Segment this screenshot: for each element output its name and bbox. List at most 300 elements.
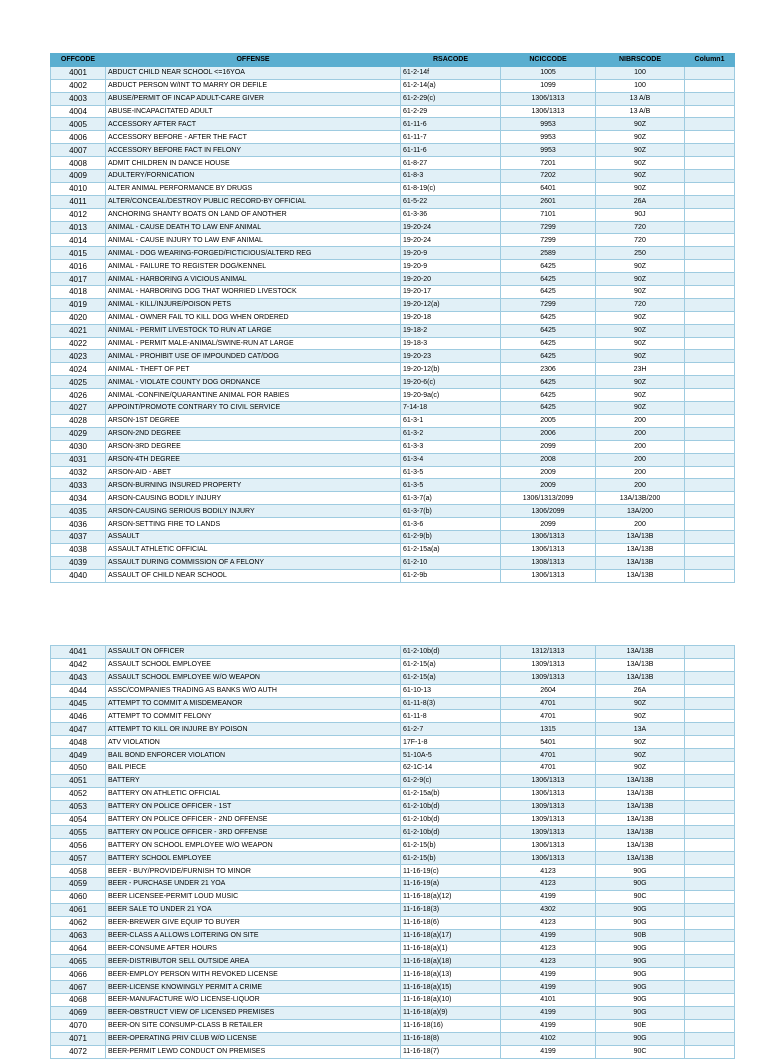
offcode-cell[interactable]: 4031 bbox=[51, 453, 106, 466]
rsacode-cell[interactable]: 11-16-18(a)(18) bbox=[401, 955, 501, 968]
rsacode-cell[interactable]: 61-3-5 bbox=[401, 466, 501, 479]
ncic-cell[interactable]: 1309/1313 bbox=[501, 813, 596, 826]
ncic-cell[interactable]: 4123 bbox=[501, 955, 596, 968]
offense-cell[interactable]: ADULTERY/FORNICATION bbox=[106, 170, 401, 183]
column1-cell[interactable] bbox=[685, 286, 735, 299]
offcode-cell[interactable]: 4065 bbox=[51, 955, 106, 968]
rsacode-cell[interactable]: 61-2-14f bbox=[401, 66, 501, 79]
rsacode-cell[interactable]: 61-3-2 bbox=[401, 427, 501, 440]
nibrs-cell[interactable]: 90Z bbox=[596, 118, 685, 131]
rsacode-cell[interactable]: 19-20-24 bbox=[401, 221, 501, 234]
offense-cell[interactable]: BEER-LICENSE KNOWINGLY PERMIT A CRIME bbox=[106, 981, 401, 994]
rsacode-cell[interactable]: 19-20-20 bbox=[401, 273, 501, 286]
offcode-cell[interactable]: 4046 bbox=[51, 710, 106, 723]
offcode-cell[interactable]: 4023 bbox=[51, 350, 106, 363]
offense-cell[interactable]: ANIMAL - PROHIBIT USE OF IMPOUNDED CAT/DOG bbox=[106, 350, 401, 363]
column1-cell[interactable] bbox=[685, 350, 735, 363]
offcode-cell[interactable]: 4048 bbox=[51, 736, 106, 749]
offcode-cell[interactable]: 4045 bbox=[51, 697, 106, 710]
column1-cell[interactable] bbox=[685, 170, 735, 183]
ncic-cell[interactable]: 2306 bbox=[501, 363, 596, 376]
rsacode-cell[interactable]: 11-16-18(a)(1) bbox=[401, 942, 501, 955]
offense-cell[interactable]: BEER-OBSTRUCT VIEW OF LICENSED PREMISES bbox=[106, 1006, 401, 1019]
nibrs-cell[interactable]: 13A/13B bbox=[596, 569, 685, 582]
ncic-cell[interactable]: 2005 bbox=[501, 414, 596, 427]
ncic-cell[interactable]: 1306/1313 bbox=[501, 543, 596, 556]
offense-cell[interactable]: BEER-BREWER GIVE EQUIP TO BUYER bbox=[106, 916, 401, 929]
ncic-cell[interactable]: 4199 bbox=[501, 968, 596, 981]
nibrs-cell[interactable]: 90J bbox=[596, 208, 685, 221]
offense-cell[interactable]: ANIMAL - CAUSE INJURY TO LAW ENF ANIMAL bbox=[106, 234, 401, 247]
nibrs-cell[interactable]: 720 bbox=[596, 234, 685, 247]
column1-cell[interactable] bbox=[685, 916, 735, 929]
offcode-cell[interactable]: 4047 bbox=[51, 723, 106, 736]
offcode-cell[interactable]: 4011 bbox=[51, 195, 106, 208]
ncic-cell[interactable]: 1306/1313 bbox=[501, 530, 596, 543]
ncic-cell[interactable]: 4101 bbox=[501, 994, 596, 1007]
rsacode-cell[interactable]: 61-2-29 bbox=[401, 105, 501, 118]
offense-cell[interactable]: ALTER/CONCEAL/DESTROY PUBLIC RECORD-BY OFFICIAL bbox=[106, 195, 401, 208]
rsacode-cell[interactable]: 61-3-4 bbox=[401, 453, 501, 466]
rsacode-cell[interactable]: 61-2-15(b) bbox=[401, 852, 501, 865]
rsacode-cell[interactable]: 61-2-9(b) bbox=[401, 530, 501, 543]
nibrs-cell[interactable]: 100 bbox=[596, 66, 685, 79]
offcode-cell[interactable]: 4058 bbox=[51, 865, 106, 878]
column1-cell[interactable] bbox=[685, 865, 735, 878]
rsacode-cell[interactable]: 61-8-27 bbox=[401, 157, 501, 170]
nibrs-cell[interactable]: 13A/13B bbox=[596, 852, 685, 865]
rsacode-cell[interactable]: 61-2-15(a) bbox=[401, 671, 501, 684]
ncic-cell[interactable]: 1308/1313 bbox=[501, 556, 596, 569]
column1-cell[interactable] bbox=[685, 208, 735, 221]
rsacode-cell[interactable]: 19-20-24 bbox=[401, 234, 501, 247]
rsacode-cell[interactable]: 19-20-12(a) bbox=[401, 298, 501, 311]
rsacode-cell[interactable]: 11-16-18(a)(9) bbox=[401, 1006, 501, 1019]
column1-cell[interactable] bbox=[685, 79, 735, 92]
column1-cell[interactable] bbox=[685, 376, 735, 389]
nibrs-cell[interactable]: 23H bbox=[596, 363, 685, 376]
column1-cell[interactable] bbox=[685, 247, 735, 260]
ncic-cell[interactable]: 1306/1313 bbox=[501, 92, 596, 105]
nibrs-cell[interactable]: 720 bbox=[596, 298, 685, 311]
offcode-cell[interactable]: 4059 bbox=[51, 878, 106, 891]
nibrs-cell[interactable]: 90G bbox=[596, 878, 685, 891]
ncic-cell[interactable]: 1306/1313 bbox=[501, 852, 596, 865]
column1-cell[interactable] bbox=[685, 839, 735, 852]
offcode-cell[interactable]: 4036 bbox=[51, 518, 106, 531]
ncic-cell[interactable]: 1005 bbox=[501, 66, 596, 79]
nibrs-cell[interactable]: 90E bbox=[596, 1019, 685, 1032]
column1-cell[interactable] bbox=[685, 697, 735, 710]
offcode-cell[interactable]: 4035 bbox=[51, 505, 106, 518]
ncic-cell[interactable]: 7101 bbox=[501, 208, 596, 221]
nibrs-cell[interactable]: 26A bbox=[596, 195, 685, 208]
nibrs-cell[interactable]: 90G bbox=[596, 1032, 685, 1045]
offense-cell[interactable]: BEER-PERMIT LEWD CONDUCT ON PREMISES bbox=[106, 1045, 401, 1058]
column1-cell[interactable] bbox=[685, 826, 735, 839]
ncic-cell[interactable]: 4302 bbox=[501, 903, 596, 916]
column1-cell[interactable] bbox=[685, 556, 735, 569]
column1-cell[interactable] bbox=[685, 105, 735, 118]
offense-cell[interactable]: ASSAULT bbox=[106, 530, 401, 543]
offense-cell[interactable]: ASSAULT DURING COMMISSION OF A FELONY bbox=[106, 556, 401, 569]
rsacode-cell[interactable]: 61-3-1 bbox=[401, 414, 501, 427]
offense-cell[interactable]: ABUSE/PERMIT OF INCAP ADULT-CARE GIVER bbox=[106, 92, 401, 105]
column1-cell[interactable] bbox=[685, 684, 735, 697]
offcode-cell[interactable]: 4069 bbox=[51, 1006, 106, 1019]
nibrs-cell[interactable]: 13A/13B bbox=[596, 671, 685, 684]
header-ncic[interactable]: NCICCODE bbox=[501, 54, 596, 67]
column1-cell[interactable] bbox=[685, 1032, 735, 1045]
offense-cell[interactable]: BEER-ON SITE CONSUMP-CLASS B RETAILER bbox=[106, 1019, 401, 1032]
nibrs-cell[interactable]: 13A/13B bbox=[596, 658, 685, 671]
column1-cell[interactable] bbox=[685, 1019, 735, 1032]
nibrs-cell[interactable]: 90Z bbox=[596, 273, 685, 286]
ncic-cell[interactable]: 4102 bbox=[501, 1032, 596, 1045]
rsacode-cell[interactable]: 61-2-15(a) bbox=[401, 658, 501, 671]
rsacode-cell[interactable]: 61-3-7(a) bbox=[401, 492, 501, 505]
column1-cell[interactable] bbox=[685, 1006, 735, 1019]
rsacode-cell[interactable]: 19-20-17 bbox=[401, 286, 501, 299]
column1-cell[interactable] bbox=[685, 92, 735, 105]
offense-cell[interactable]: ADMIT CHILDREN IN DANCE HOUSE bbox=[106, 157, 401, 170]
ncic-cell[interactable]: 1306/1313/2099 bbox=[501, 492, 596, 505]
ncic-cell[interactable]: 1315 bbox=[501, 723, 596, 736]
rsacode-cell[interactable]: 19-18-3 bbox=[401, 337, 501, 350]
offense-cell[interactable]: ARSON-CAUSING BODILY INJURY bbox=[106, 492, 401, 505]
ncic-cell[interactable]: 6425 bbox=[501, 311, 596, 324]
rsacode-cell[interactable]: 11-16-18(a)(10) bbox=[401, 994, 501, 1007]
column1-cell[interactable] bbox=[685, 658, 735, 671]
offense-cell[interactable]: ARSON-SETTING FIRE TO LANDS bbox=[106, 518, 401, 531]
offense-cell[interactable]: BEER-EMPLOY PERSON WITH REVOKED LICENSE bbox=[106, 968, 401, 981]
header-rsacode[interactable]: RSACODE bbox=[401, 54, 501, 67]
rsacode-cell[interactable]: 62-1C-14 bbox=[401, 762, 501, 775]
offcode-cell[interactable]: 4025 bbox=[51, 376, 106, 389]
offcode-cell[interactable]: 4006 bbox=[51, 131, 106, 144]
ncic-cell[interactable]: 6425 bbox=[501, 337, 596, 350]
offense-cell[interactable]: BAIL BOND ENFORCER VIOLATION bbox=[106, 749, 401, 762]
ncic-cell[interactable]: 4701 bbox=[501, 697, 596, 710]
offense-cell[interactable]: APPOINT/PROMOTE CONTRARY TO CIVIL SERVICE bbox=[106, 402, 401, 415]
nibrs-cell[interactable]: 90Z bbox=[596, 144, 685, 157]
rsacode-cell[interactable]: 61-10-13 bbox=[401, 684, 501, 697]
rsacode-cell[interactable]: 11-16-18(16) bbox=[401, 1019, 501, 1032]
offcode-cell[interactable]: 4010 bbox=[51, 182, 106, 195]
nibrs-cell[interactable]: 250 bbox=[596, 247, 685, 260]
offcode-cell[interactable]: 4050 bbox=[51, 762, 106, 775]
offcode-cell[interactable]: 4003 bbox=[51, 92, 106, 105]
nibrs-cell[interactable]: 90Z bbox=[596, 697, 685, 710]
nibrs-cell[interactable]: 90Z bbox=[596, 710, 685, 723]
nibrs-cell[interactable]: 13A/13B bbox=[596, 839, 685, 852]
offcode-cell[interactable]: 4015 bbox=[51, 247, 106, 260]
column1-cell[interactable] bbox=[685, 414, 735, 427]
offcode-cell[interactable]: 4004 bbox=[51, 105, 106, 118]
offcode-cell[interactable]: 4016 bbox=[51, 260, 106, 273]
nibrs-cell[interactable]: 13 A/B bbox=[596, 105, 685, 118]
ncic-cell[interactable]: 4123 bbox=[501, 916, 596, 929]
column1-cell[interactable] bbox=[685, 66, 735, 79]
offense-cell[interactable]: ATTEMPT TO KILL OR INJURE BY POISON bbox=[106, 723, 401, 736]
rsacode-cell[interactable]: 61-11-8 bbox=[401, 710, 501, 723]
nibrs-cell[interactable]: 13A/13B bbox=[596, 774, 685, 787]
ncic-cell[interactable]: 6425 bbox=[501, 376, 596, 389]
offense-cell[interactable]: BATTERY ON ATHLETIC OFFICIAL bbox=[106, 787, 401, 800]
column1-cell[interactable] bbox=[685, 260, 735, 273]
offcode-cell[interactable]: 4030 bbox=[51, 440, 106, 453]
rsacode-cell[interactable]: 61-2-7 bbox=[401, 723, 501, 736]
column1-cell[interactable] bbox=[685, 492, 735, 505]
nibrs-cell[interactable]: 90Z bbox=[596, 350, 685, 363]
column1-cell[interactable] bbox=[685, 852, 735, 865]
column1-cell[interactable] bbox=[685, 813, 735, 826]
rsacode-cell[interactable]: 19-20-9 bbox=[401, 247, 501, 260]
rsacode-cell[interactable]: 11-16-19(a) bbox=[401, 878, 501, 891]
rsacode-cell[interactable]: 11-16-18(a)(17) bbox=[401, 929, 501, 942]
nibrs-cell[interactable]: 90G bbox=[596, 942, 685, 955]
ncic-cell[interactable]: 4199 bbox=[501, 1019, 596, 1032]
column1-cell[interactable] bbox=[685, 182, 735, 195]
offcode-cell[interactable]: 4002 bbox=[51, 79, 106, 92]
nibrs-cell[interactable]: 90G bbox=[596, 994, 685, 1007]
rsacode-cell[interactable]: 11-16-18(a)(15) bbox=[401, 981, 501, 994]
column1-cell[interactable] bbox=[685, 800, 735, 813]
ncic-cell[interactable]: 9953 bbox=[501, 131, 596, 144]
column1-cell[interactable] bbox=[685, 723, 735, 736]
ncic-cell[interactable]: 1309/1313 bbox=[501, 800, 596, 813]
nibrs-cell[interactable]: 90Z bbox=[596, 157, 685, 170]
offcode-cell[interactable]: 4013 bbox=[51, 221, 106, 234]
column1-cell[interactable] bbox=[685, 427, 735, 440]
offense-cell[interactable]: ANIMAL - FAILURE TO REGISTER DOG/KENNEL bbox=[106, 260, 401, 273]
offcode-cell[interactable]: 4028 bbox=[51, 414, 106, 427]
column1-cell[interactable] bbox=[685, 195, 735, 208]
offense-cell[interactable]: ANIMAL - OWNER FAIL TO KILL DOG WHEN ORDERED bbox=[106, 311, 401, 324]
offense-cell[interactable]: ACCESSORY BEFORE FACT IN FELONY bbox=[106, 144, 401, 157]
offcode-cell[interactable]: 4043 bbox=[51, 671, 106, 684]
column1-cell[interactable] bbox=[685, 569, 735, 582]
rsacode-cell[interactable]: 61-2-10 bbox=[401, 556, 501, 569]
nibrs-cell[interactable]: 13A/13B bbox=[596, 530, 685, 543]
offense-cell[interactable]: ANIMAL - DOG WEARING-FORGED/FICTICIOUS/ALTERD REG bbox=[106, 247, 401, 260]
nibrs-cell[interactable]: 90C bbox=[596, 890, 685, 903]
column1-cell[interactable] bbox=[685, 389, 735, 402]
offense-cell[interactable]: ARSON-3RD DEGREE bbox=[106, 440, 401, 453]
offcode-cell[interactable]: 4064 bbox=[51, 942, 106, 955]
offense-cell[interactable]: ASSAULT ATHLETIC OFFICIAL bbox=[106, 543, 401, 556]
ncic-cell[interactable]: 2601 bbox=[501, 195, 596, 208]
column1-cell[interactable] bbox=[685, 530, 735, 543]
offense-cell[interactable]: ASSAULT ON OFFICER bbox=[106, 646, 401, 659]
rsacode-cell[interactable]: 61-11-6 bbox=[401, 144, 501, 157]
ncic-cell[interactable]: 2589 bbox=[501, 247, 596, 260]
rsacode-cell[interactable]: 61-3-6 bbox=[401, 518, 501, 531]
column1-cell[interactable] bbox=[685, 749, 735, 762]
offense-cell[interactable]: ANIMAL - HARBORING DOG THAT WORRIED LIVESTOCK bbox=[106, 286, 401, 299]
offcode-cell[interactable]: 4024 bbox=[51, 363, 106, 376]
rsacode-cell[interactable]: 61-2-10b(d) bbox=[401, 826, 501, 839]
column1-cell[interactable] bbox=[685, 903, 735, 916]
rsacode-cell[interactable]: 61-11-7 bbox=[401, 131, 501, 144]
offense-cell[interactable]: ARSON-4TH DEGREE bbox=[106, 453, 401, 466]
nibrs-cell[interactable]: 90Z bbox=[596, 402, 685, 415]
nibrs-cell[interactable]: 200 bbox=[596, 518, 685, 531]
ncic-cell[interactable]: 6425 bbox=[501, 324, 596, 337]
column1-cell[interactable] bbox=[685, 234, 735, 247]
offcode-cell[interactable]: 4008 bbox=[51, 157, 106, 170]
column1-cell[interactable] bbox=[685, 671, 735, 684]
offense-cell[interactable]: ARSON-CAUSING SERIOUS BODILY INJURY bbox=[106, 505, 401, 518]
offense-cell[interactable]: BATTERY ON SCHOOL EMPLOYEE W/O WEAPON bbox=[106, 839, 401, 852]
column1-cell[interactable] bbox=[685, 157, 735, 170]
offense-cell[interactable]: ARSON-1ST DEGREE bbox=[106, 414, 401, 427]
offcode-cell[interactable]: 4018 bbox=[51, 286, 106, 299]
offense-cell[interactable]: ACCESSORY AFTER FACT bbox=[106, 118, 401, 131]
header-offcode[interactable]: OFFCODE bbox=[51, 54, 106, 67]
offcode-cell[interactable]: 4005 bbox=[51, 118, 106, 131]
offense-cell[interactable]: BEER-MANUFACTURE W/O LICENSE-LIQUOR bbox=[106, 994, 401, 1007]
offense-cell[interactable]: BEER - BUY/PROVIDE/FURNISH TO MINOR bbox=[106, 865, 401, 878]
column1-cell[interactable] bbox=[685, 453, 735, 466]
offcode-cell[interactable]: 4056 bbox=[51, 839, 106, 852]
offense-cell[interactable]: BEER-OPERATING PRIV CLUB W/O LICENSE bbox=[106, 1032, 401, 1045]
ncic-cell[interactable]: 5401 bbox=[501, 736, 596, 749]
column1-cell[interactable] bbox=[685, 221, 735, 234]
offense-cell[interactable]: ANIMAL - VIOLATE COUNTY DOG ORDNANCE bbox=[106, 376, 401, 389]
nibrs-cell[interactable]: 13A/13B bbox=[596, 813, 685, 826]
offense-cell[interactable]: ANIMAL - THEFT OF PET bbox=[106, 363, 401, 376]
ncic-cell[interactable]: 1306/1313 bbox=[501, 774, 596, 787]
offcode-cell[interactable]: 4037 bbox=[51, 530, 106, 543]
offense-cell[interactable]: ASSAULT OF CHILD NEAR SCHOOL bbox=[106, 569, 401, 582]
rsacode-cell[interactable]: 61-2-10b(d) bbox=[401, 646, 501, 659]
offcode-cell[interactable]: 4066 bbox=[51, 968, 106, 981]
rsacode-cell[interactable]: 51-10A-5 bbox=[401, 749, 501, 762]
offense-cell[interactable]: ASSAULT SCHOOL EMPLOYEE W/O WEAPON bbox=[106, 671, 401, 684]
nibrs-cell[interactable]: 13 A/B bbox=[596, 92, 685, 105]
offcode-cell[interactable]: 4068 bbox=[51, 994, 106, 1007]
column1-cell[interactable] bbox=[685, 543, 735, 556]
rsacode-cell[interactable]: 61-2-15(b) bbox=[401, 839, 501, 852]
nibrs-cell[interactable]: 200 bbox=[596, 414, 685, 427]
rsacode-cell[interactable]: 11-16-18(3) bbox=[401, 903, 501, 916]
ncic-cell[interactable]: 4199 bbox=[501, 1006, 596, 1019]
nibrs-cell[interactable]: 90Z bbox=[596, 311, 685, 324]
ncic-cell[interactable]: 1309/1313 bbox=[501, 658, 596, 671]
rsacode-cell[interactable]: 19-18-2 bbox=[401, 324, 501, 337]
ncic-cell[interactable]: 7201 bbox=[501, 157, 596, 170]
ncic-cell[interactable]: 7299 bbox=[501, 221, 596, 234]
header-column1[interactable]: Column1 bbox=[685, 54, 735, 67]
column1-cell[interactable] bbox=[685, 298, 735, 311]
rsacode-cell[interactable]: 61-5-22 bbox=[401, 195, 501, 208]
rsacode-cell[interactable]: 61-2-29(c) bbox=[401, 92, 501, 105]
ncic-cell[interactable]: 4123 bbox=[501, 865, 596, 878]
header-offense[interactable]: OFFENSE bbox=[106, 54, 401, 67]
ncic-cell[interactable]: 1099 bbox=[501, 79, 596, 92]
header-nibrs[interactable]: NIBRSCODE bbox=[596, 54, 685, 67]
offense-cell[interactable]: ACCESSORY BEFORE - AFTER THE FACT bbox=[106, 131, 401, 144]
rsacode-cell[interactable]: 61-2-15a(a) bbox=[401, 543, 501, 556]
column1-cell[interactable] bbox=[685, 968, 735, 981]
offcode-cell[interactable]: 4067 bbox=[51, 981, 106, 994]
offcode-cell[interactable]: 4060 bbox=[51, 890, 106, 903]
column1-cell[interactable] bbox=[685, 479, 735, 492]
column1-cell[interactable] bbox=[685, 311, 735, 324]
rsacode-cell[interactable]: 11-16-18(a)(13) bbox=[401, 968, 501, 981]
nibrs-cell[interactable]: 90Z bbox=[596, 749, 685, 762]
ncic-cell[interactable]: 7299 bbox=[501, 298, 596, 311]
offcode-cell[interactable]: 4055 bbox=[51, 826, 106, 839]
nibrs-cell[interactable]: 90G bbox=[596, 903, 685, 916]
offcode-cell[interactable]: 4044 bbox=[51, 684, 106, 697]
offense-cell[interactable]: ABUSE-INCAPACITATED ADULT bbox=[106, 105, 401, 118]
offense-cell[interactable]: BATTERY SCHOOL EMPLOYEE bbox=[106, 852, 401, 865]
rsacode-cell[interactable]: 61-2-9(c) bbox=[401, 774, 501, 787]
ncic-cell[interactable]: 4701 bbox=[501, 749, 596, 762]
offense-cell[interactable]: ANIMAL - PERMIT LIVESTOCK TO RUN AT LARGE bbox=[106, 324, 401, 337]
ncic-cell[interactable]: 6425 bbox=[501, 350, 596, 363]
rsacode-cell[interactable]: 61-11-8(3) bbox=[401, 697, 501, 710]
offcode-cell[interactable]: 4049 bbox=[51, 749, 106, 762]
nibrs-cell[interactable]: 200 bbox=[596, 453, 685, 466]
column1-cell[interactable] bbox=[685, 324, 735, 337]
nibrs-cell[interactable]: 90B bbox=[596, 929, 685, 942]
rsacode-cell[interactable]: 19-20-9 bbox=[401, 260, 501, 273]
offcode-cell[interactable]: 4022 bbox=[51, 337, 106, 350]
rsacode-cell[interactable]: 61-3-36 bbox=[401, 208, 501, 221]
column1-cell[interactable] bbox=[685, 131, 735, 144]
rsacode-cell[interactable]: 17F-1-8 bbox=[401, 736, 501, 749]
offense-cell[interactable]: ANIMAL - PERMIT MALE-ANIMAL/SWINE-RUN AT LARGE bbox=[106, 337, 401, 350]
nibrs-cell[interactable]: 13A/13B bbox=[596, 646, 685, 659]
column1-cell[interactable] bbox=[685, 710, 735, 723]
column1-cell[interactable] bbox=[685, 273, 735, 286]
column1-cell[interactable] bbox=[685, 955, 735, 968]
nibrs-cell[interactable]: 200 bbox=[596, 440, 685, 453]
ncic-cell[interactable]: 6401 bbox=[501, 182, 596, 195]
ncic-cell[interactable]: 6425 bbox=[501, 389, 596, 402]
column1-cell[interactable] bbox=[685, 774, 735, 787]
ncic-cell[interactable]: 4199 bbox=[501, 929, 596, 942]
ncic-cell[interactable]: 1306/2099 bbox=[501, 505, 596, 518]
rsacode-cell[interactable]: 11-16-18(6) bbox=[401, 916, 501, 929]
ncic-cell[interactable]: 2009 bbox=[501, 479, 596, 492]
offense-cell[interactable]: BATTERY ON POLICE OFFICER - 3RD OFFENSE bbox=[106, 826, 401, 839]
rsacode-cell[interactable]: 11-16-18(8) bbox=[401, 1032, 501, 1045]
offcode-cell[interactable]: 4062 bbox=[51, 916, 106, 929]
rsacode-cell[interactable]: 61-2-14(a) bbox=[401, 79, 501, 92]
ncic-cell[interactable]: 1309/1313 bbox=[501, 826, 596, 839]
ncic-cell[interactable]: 1306/1313 bbox=[501, 787, 596, 800]
nibrs-cell[interactable]: 90G bbox=[596, 968, 685, 981]
rsacode-cell[interactable]: 11-16-18(7) bbox=[401, 1045, 501, 1058]
offcode-cell[interactable]: 4021 bbox=[51, 324, 106, 337]
rsacode-cell[interactable]: 61-8-3 bbox=[401, 170, 501, 183]
offcode-cell[interactable]: 4051 bbox=[51, 774, 106, 787]
column1-cell[interactable] bbox=[685, 994, 735, 1007]
offcode-cell[interactable]: 4052 bbox=[51, 787, 106, 800]
ncic-cell[interactable]: 4123 bbox=[501, 942, 596, 955]
ncic-cell[interactable]: 4199 bbox=[501, 981, 596, 994]
offcode-cell[interactable]: 4020 bbox=[51, 311, 106, 324]
offense-cell[interactable]: BEER - PURCHASE UNDER 21 YOA bbox=[106, 878, 401, 891]
ncic-cell[interactable]: 4123 bbox=[501, 878, 596, 891]
ncic-cell[interactable]: 4199 bbox=[501, 890, 596, 903]
nibrs-cell[interactable]: 90G bbox=[596, 955, 685, 968]
nibrs-cell[interactable]: 13A/13B bbox=[596, 543, 685, 556]
